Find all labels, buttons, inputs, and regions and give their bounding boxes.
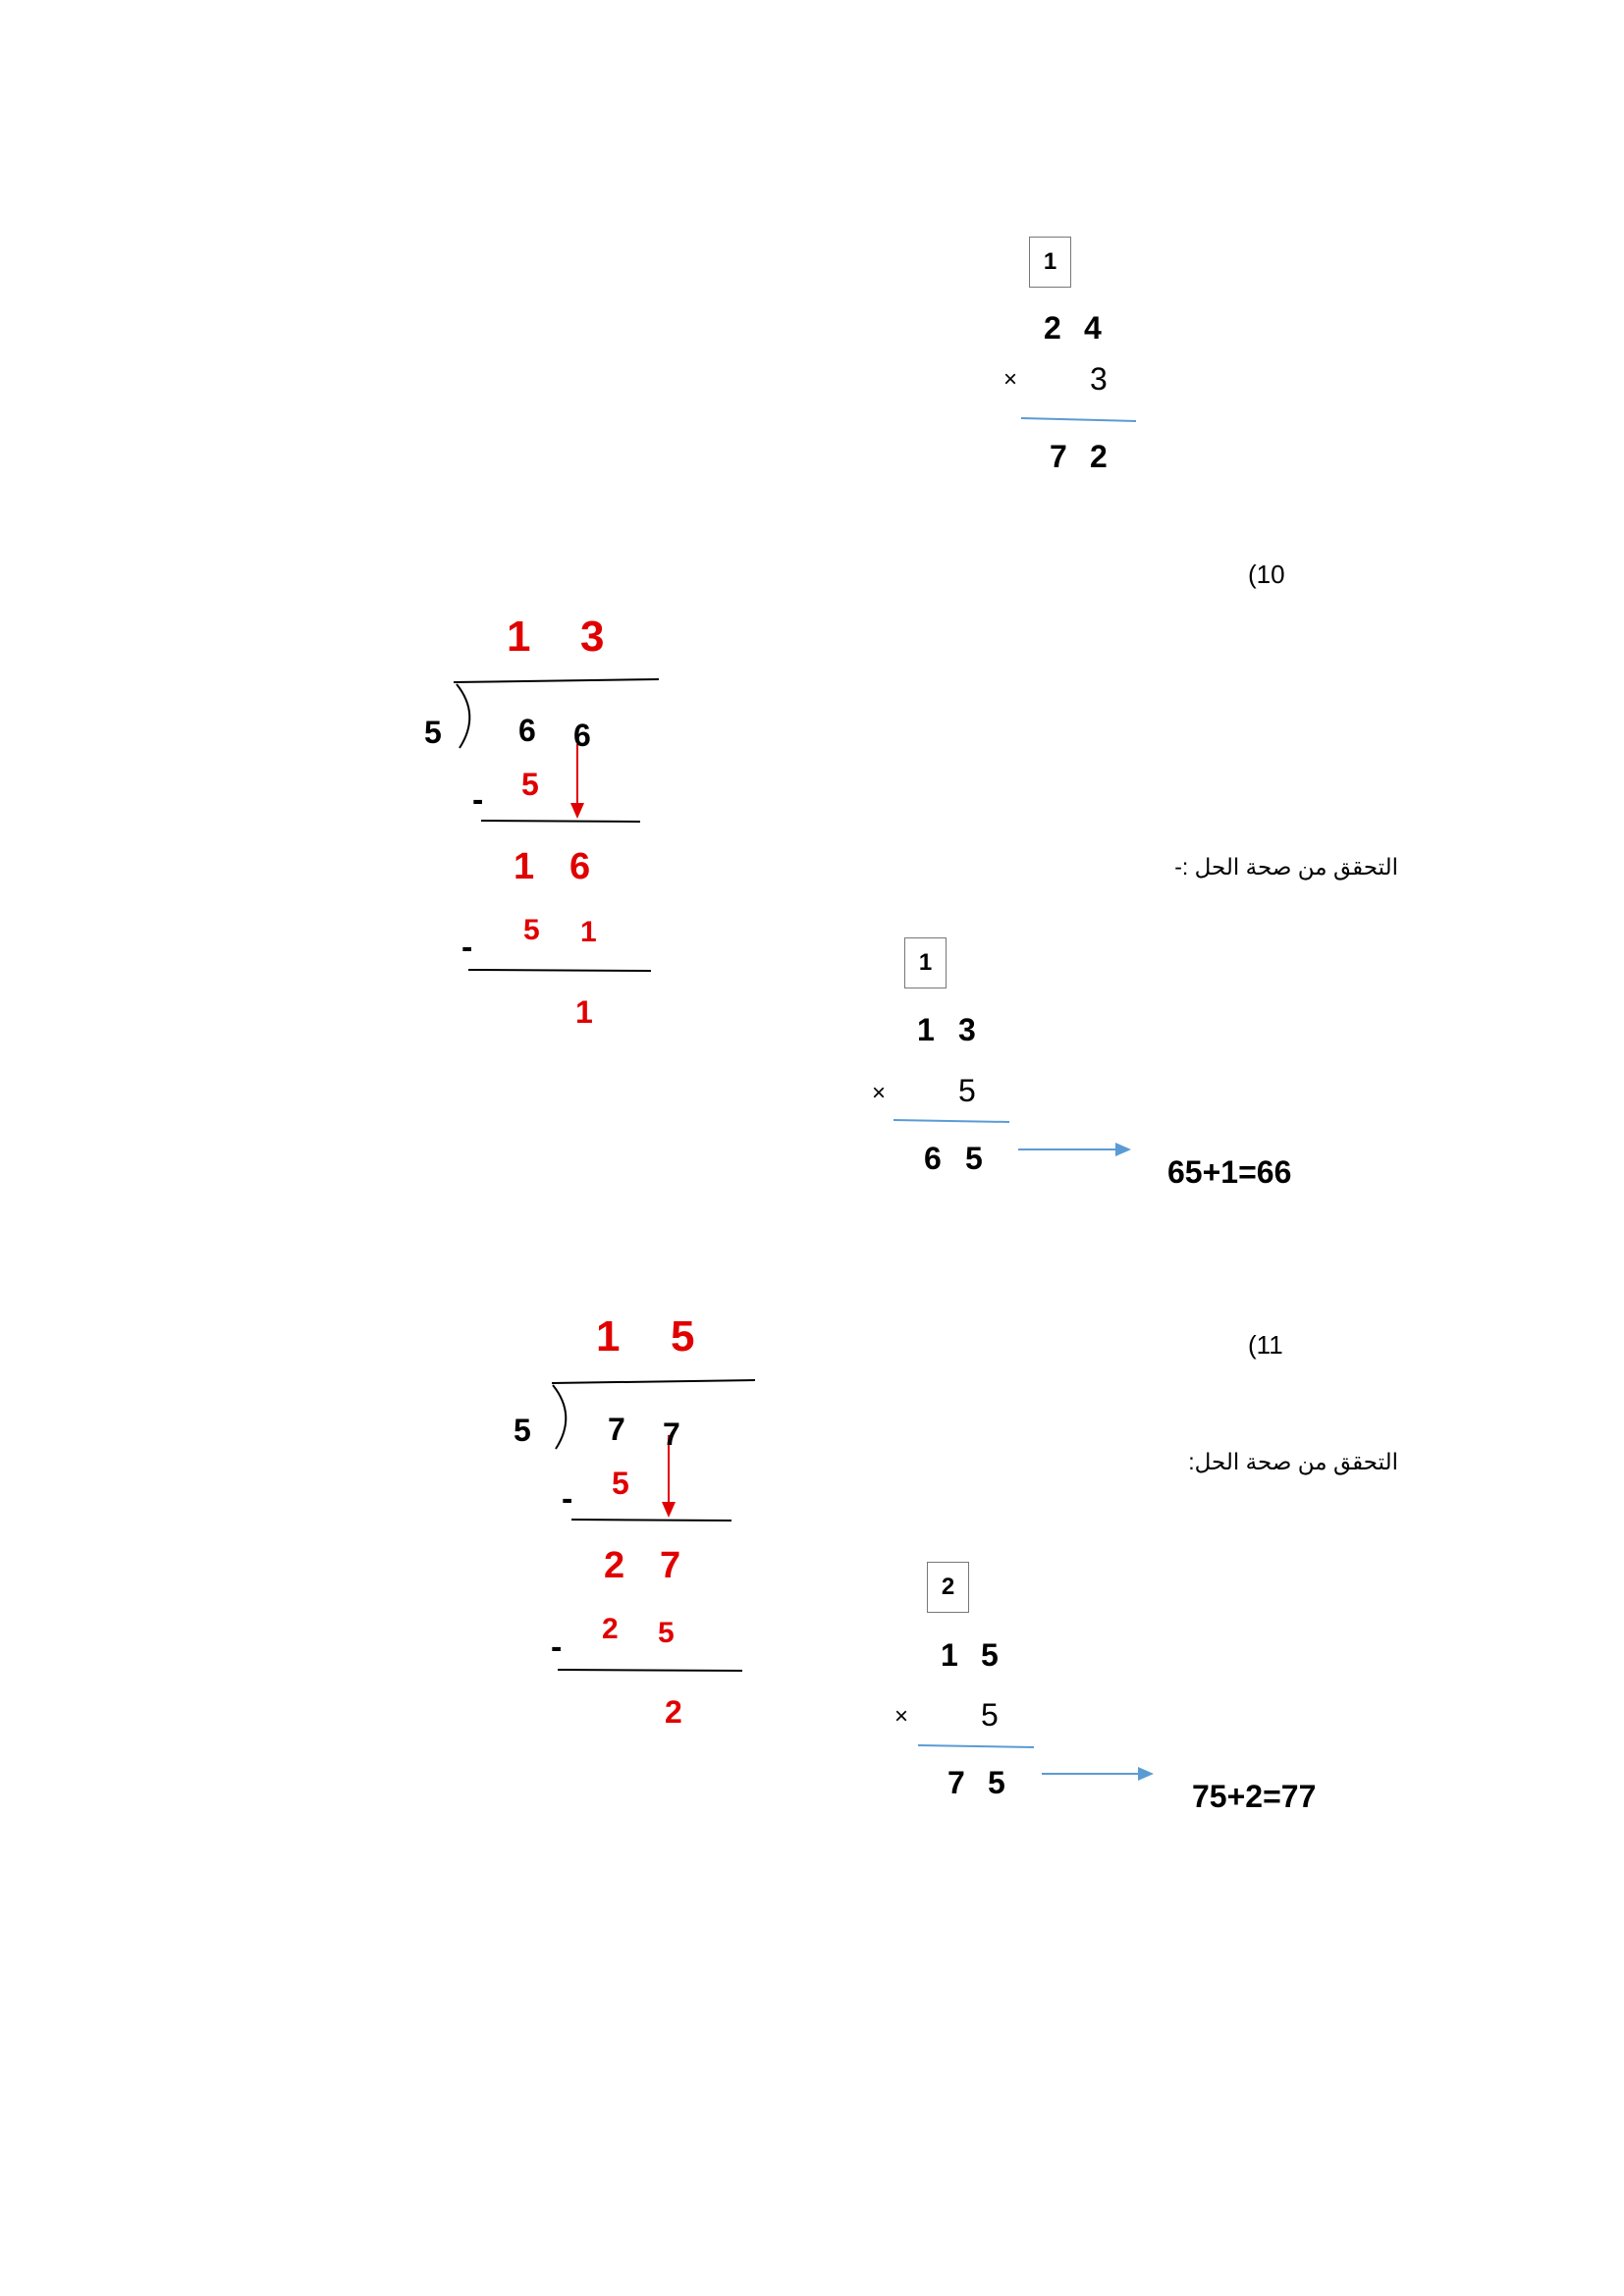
- q11-final-remainder: 2: [665, 1694, 682, 1730]
- q11-divisor: 5: [514, 1413, 531, 1448]
- q11-division-bracket: [553, 1385, 566, 1449]
- q10-quotient-d1: 1: [507, 613, 531, 661]
- q10-subtract-2-d2: 1: [580, 916, 597, 948]
- top-result-d1: 7: [1050, 439, 1067, 474]
- q10-remainder-1-d2: 6: [569, 846, 591, 887]
- q11-subtract-2-d1: 2: [602, 1613, 619, 1645]
- q11-check-label: التحقق من صحة الحل:: [1188, 1449, 1398, 1474]
- q11-minus-2: -: [551, 1629, 563, 1666]
- q10-sub-line-2: [468, 970, 651, 971]
- q11-division-bar: [552, 1380, 755, 1383]
- q11-quotient-d2: 5: [671, 1312, 695, 1361]
- q10-number: (10: [1248, 560, 1285, 589]
- q11-dividend-d1: 7: [608, 1412, 625, 1447]
- top-underline: [1021, 418, 1136, 421]
- q10-check-times-sign: ×: [872, 1080, 887, 1106]
- top-multiplicand-d2: 4: [1084, 310, 1102, 346]
- q10-arrow-head: [570, 803, 584, 819]
- q10-check-multiplicand-d2: 3: [958, 1012, 976, 1047]
- q10-check-result-d1: 6: [924, 1141, 942, 1176]
- top-carry-box: [1029, 237, 1071, 288]
- top-carry: 1: [1043, 248, 1057, 275]
- q10-check-result-d2: 5: [965, 1141, 983, 1176]
- q10-minus-1: -: [472, 781, 484, 819]
- q11-subtract-1: 5: [612, 1466, 629, 1501]
- q10-final-remainder: 1: [575, 994, 593, 1030]
- q11-sub-line-1: [571, 1520, 731, 1521]
- q10-dividend-d2: 6: [573, 718, 591, 753]
- q11-remainder-1-d2: 7: [660, 1545, 681, 1586]
- q10-division-bar: [454, 679, 659, 682]
- top-multiplicand-d1: 2: [1044, 310, 1061, 346]
- q10-check-equation: 65+1=66: [1167, 1154, 1292, 1190]
- q11-check-multiplicand-d1: 1: [941, 1637, 958, 1673]
- q11-check-times-sign: ×: [894, 1703, 909, 1730]
- top-times-sign: ×: [1003, 366, 1018, 393]
- q10-check-multiplier: 5: [958, 1073, 976, 1108]
- q10-check-label: التحقق من صحة الحل :-: [1174, 854, 1398, 880]
- q11-check-carry: 2: [941, 1574, 955, 1600]
- q11-arrow-head: [662, 1502, 676, 1518]
- q11-check-result-d2: 5: [988, 1765, 1005, 1800]
- q10-sub-line-1: [481, 821, 640, 822]
- q11-sub-line-2: [558, 1670, 742, 1671]
- q10-remainder-1-d1: 1: [514, 846, 535, 887]
- q11-minus-1: -: [562, 1480, 573, 1518]
- q10-check-carry-box: [904, 937, 947, 988]
- q11-remainder-1-d1: 2: [604, 1545, 625, 1586]
- q11-check-arrow-head: [1138, 1767, 1154, 1781]
- q11-check-multiplicand-d2: 5: [981, 1637, 999, 1673]
- q10-subtract-2-d1: 5: [523, 914, 540, 946]
- q10-quotient-d2: 3: [580, 613, 605, 661]
- q11-number: (11: [1248, 1330, 1283, 1360]
- q11-quotient-d1: 1: [596, 1312, 621, 1361]
- q10-minus-2: -: [461, 929, 473, 966]
- q11-check-underline: [918, 1745, 1034, 1747]
- q10-dividend-d1: 6: [518, 713, 536, 748]
- q10-check-underline: [893, 1120, 1009, 1122]
- q10-divisor: 5: [424, 715, 442, 750]
- q10-check-multiplicand-d1: 1: [917, 1012, 935, 1047]
- q10-division-bracket: [457, 684, 469, 748]
- top-multiplier: 3: [1090, 361, 1108, 397]
- top-result-d2: 2: [1090, 439, 1108, 474]
- q11-dividend-d2: 7: [663, 1416, 680, 1452]
- q11-check-equation: 75+2=77: [1192, 1779, 1317, 1814]
- q11-check-carry-box: [927, 1562, 969, 1613]
- q11-check-multiplier: 5: [981, 1697, 999, 1733]
- q10-subtract-1: 5: [521, 767, 539, 802]
- q11-subtract-2-d2: 5: [658, 1617, 675, 1649]
- q11-check-result-d1: 7: [947, 1765, 965, 1800]
- q10-check-arrow-head: [1115, 1143, 1131, 1156]
- q10-check-carry: 1: [918, 949, 933, 976]
